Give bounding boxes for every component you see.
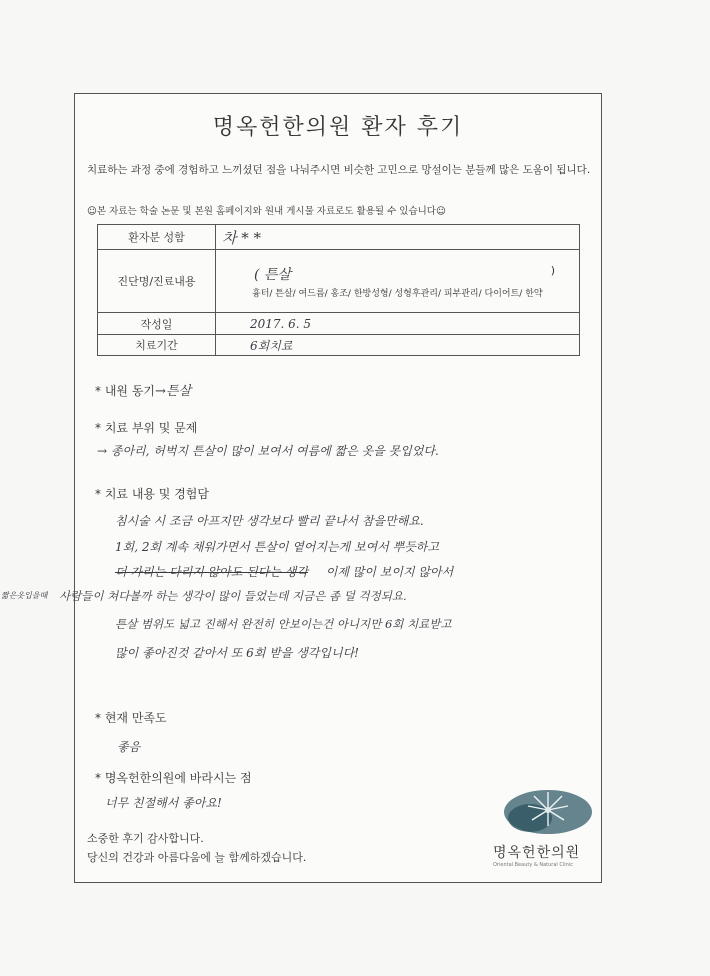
clinic-logo-name: 명옥헌한의원 — [493, 845, 581, 861]
diagnosis-value: ( 튼살 — [254, 266, 291, 283]
experience-line-3-rest: 이제 많이 보이지 않아서 — [325, 565, 454, 579]
patient-info-table — [97, 224, 580, 356]
period-label: 치료기간 — [98, 335, 216, 356]
visit-reason-answer: →튼살 — [155, 384, 192, 399]
diagnosis-cell — [216, 250, 580, 313]
date-label: 작성일 — [98, 313, 216, 335]
name-value: 차 * * — [216, 225, 580, 250]
period-value: 6회치료 — [216, 335, 580, 356]
experience-line-4: 사람들이 쳐다볼까 하는 생각이 많이 들었는데 지금은 좀 덜 걱정되요. — [59, 589, 407, 603]
intro-text: 치료하는 과정 중에 경험하고 느끼셨던 점을 나눠주시면 비슷한 고민으로 망설이는 분들께 많은 도움이 됩니다. — [87, 164, 591, 176]
visit-reason-heading — [95, 380, 191, 399]
clinic-logo-subtitle: Oriental Beauty & Natural Clinic — [493, 862, 573, 868]
satisfaction-answer: 좋음 — [117, 740, 141, 754]
form-title: 명옥헌한의원 환자 후기 — [212, 115, 464, 140]
area-answer: → 종아리, 허벅지 튼살이 많이 보여서 여름에 짧은 옷을 못입었다. — [97, 444, 439, 458]
experience-line-1: 침시술 시 조금 아프지만 생각보다 빨리 끝나서 참을만해요. — [115, 514, 424, 528]
experience-line-6: 많이 좋아진것 같아서 또 6회 받을 생각입니다! — [115, 646, 360, 660]
date-value: 2017. 6. 5 — [216, 313, 580, 335]
satisfaction-heading: * 현재 만족도 — [95, 711, 167, 725]
closing-line-2: 당신의 건강과 아름다움에 늘 함께하겠습니다. — [87, 851, 307, 864]
experience-line-3-struck: 더 가리는 다리지 않아도 된다는 생각 — [115, 565, 308, 579]
diagnosis-options: 흉터/ 튼살/ 여드름/ 홍조/ 한방성형/ 성형후관리/ 피부관리/ 다이어트/ 한약 — [252, 288, 543, 299]
usage-note: ☺본 자료는 학술 논문 및 본원 홈페이지와 원내 게시물 자료로도 활용될 수 있습니다☺ — [87, 206, 446, 217]
experience-heading: * 치료 내용 및 경험담 — [95, 487, 209, 501]
name-label: 환자분 성함 — [98, 225, 216, 250]
closing-message — [87, 829, 306, 867]
wish-heading: * 명옥헌한의원에 바라시는 점 — [95, 771, 252, 785]
closing-line-1: 소중한 후기 감사합니다. — [87, 832, 204, 845]
diagnosis-label: 진단명/진료내용 — [98, 250, 216, 313]
review-form — [1, 93, 602, 883]
visit-reason-label: * 내원 동기 — [95, 384, 155, 398]
wish-answer: 너무 친절해서 좋아요! — [105, 796, 222, 810]
experience-line-3 — [115, 563, 453, 580]
experience-line-5: 튼살 범위도 넓고 진해서 완전히 안보이는건 아니지만 6회 치료받고 — [115, 617, 452, 631]
diagnosis-paren: ) — [550, 263, 555, 277]
area-heading: * 치료 부위 및 문제 — [95, 421, 198, 435]
experience-margin-note: 짧은옷입을때 — [1, 591, 48, 600]
experience-line-2: 1회, 2회 계속 채워가면서 튼살이 옅어지는게 보여서 뿌듯하고 — [115, 540, 439, 554]
